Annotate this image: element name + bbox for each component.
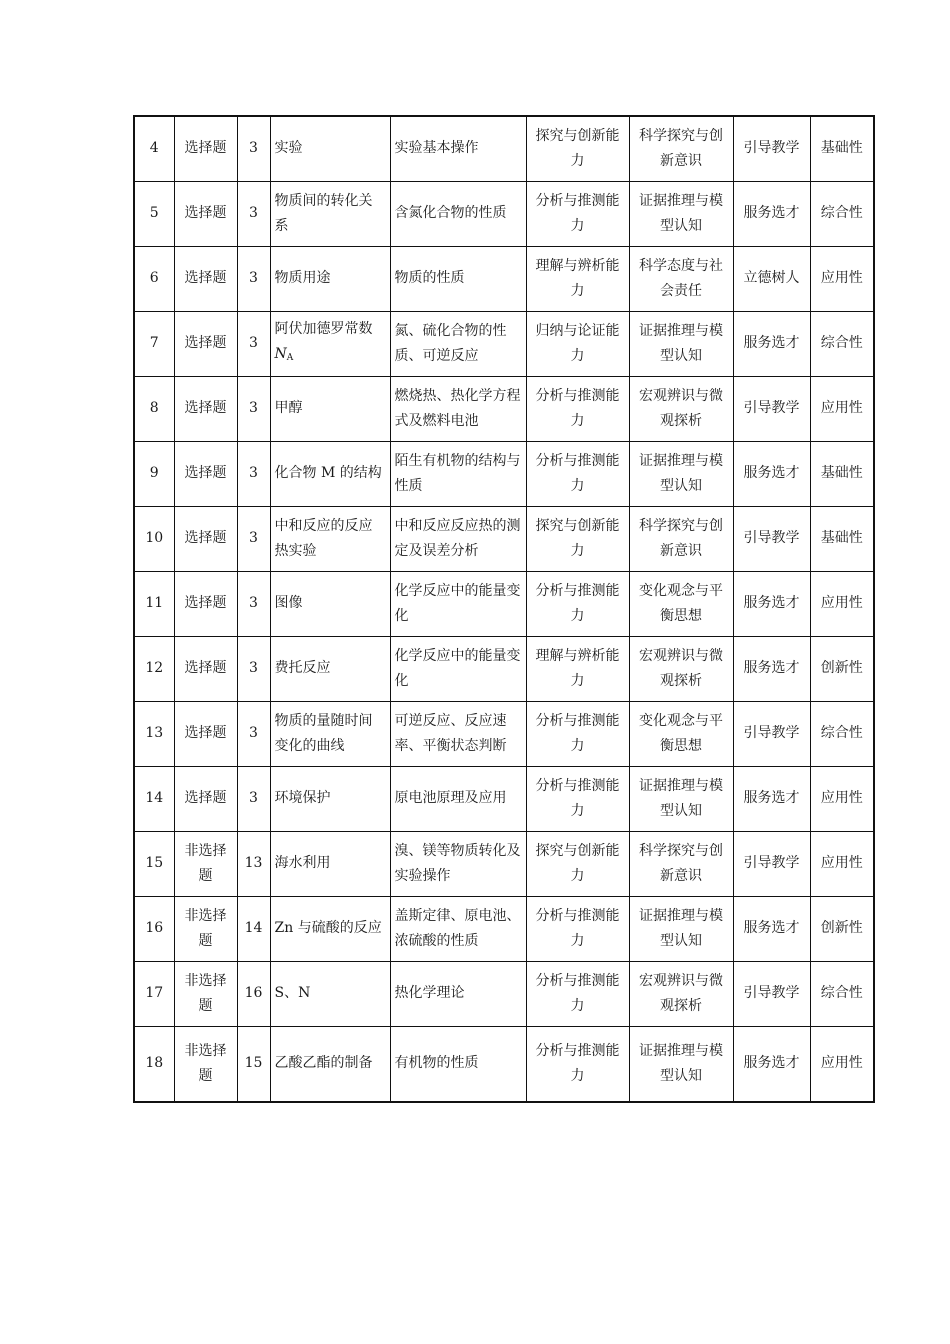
core-literacy-text: 变化观念与平衡思想 <box>639 712 723 754</box>
knowledge-point-text: 实验基本操作 <box>394 140 479 157</box>
ability-text: 理解与辨析能力 <box>535 647 620 689</box>
nature-text: 应用性 <box>820 790 863 806</box>
question-type-text: 选择题 <box>184 790 227 806</box>
ability-text: 理解与辨析能力 <box>535 257 620 299</box>
question-number-text: 6 <box>149 270 159 286</box>
ability-cell <box>526 116 629 181</box>
score-cell <box>237 311 270 376</box>
question-number-text: 12 <box>145 660 164 676</box>
topic-cell <box>270 246 390 311</box>
nature-cell <box>810 311 874 376</box>
knowledge-point-cell <box>390 831 526 896</box>
ability-cell <box>526 636 629 701</box>
question-number-cell <box>134 766 174 831</box>
nature-cell <box>810 766 874 831</box>
nature-text: 应用性 <box>820 1055 863 1072</box>
function-text: 引导教学 <box>743 400 800 416</box>
table-row <box>134 1026 874 1102</box>
question-number-text: 4 <box>149 140 159 157</box>
knowledge-point-cell <box>390 181 526 246</box>
nature-text: 创新性 <box>820 920 863 936</box>
topic-text: 图像 <box>274 595 303 611</box>
question-type-text: 选择题 <box>184 725 227 741</box>
question-number-cell <box>134 181 174 246</box>
core-literacy-text: 科学探究与创新意识 <box>639 517 723 559</box>
topic-text: 物质的量随时间变化的曲线 <box>274 712 373 754</box>
question-number-cell <box>134 1026 174 1102</box>
topic-cell <box>270 961 390 1026</box>
ability-text: 分析与推测能力 <box>535 1042 620 1084</box>
topic-text: S、N <box>274 985 311 1001</box>
function-cell <box>733 961 810 1026</box>
ability-cell <box>526 896 629 961</box>
knowledge-point-cell <box>390 441 526 506</box>
question-type-cell <box>174 246 237 311</box>
ability-text: 探究与创新能力 <box>535 517 620 559</box>
question-number-text: 18 <box>145 1055 164 1072</box>
question-number-text: 15 <box>145 855 164 871</box>
knowledge-point-text: 化学反应中的能量变化 <box>394 582 521 624</box>
score-text: 3 <box>249 140 258 157</box>
score-cell <box>237 766 270 831</box>
ability-cell <box>526 506 629 571</box>
question-number-cell <box>134 636 174 701</box>
function-text: 服务选才 <box>743 660 800 676</box>
nature-text: 应用性 <box>820 270 863 286</box>
question-type-text: 选择题 <box>184 530 227 546</box>
score-cell <box>237 181 270 246</box>
knowledge-point-text: 有机物的性质 <box>394 1055 479 1072</box>
ability-cell <box>526 1026 629 1102</box>
knowledge-point-text: 中和反应反应热的测定及误差分析 <box>394 517 521 559</box>
knowledge-point-cell <box>390 701 526 766</box>
table-row <box>134 506 874 571</box>
question-number-text: 7 <box>149 335 159 351</box>
function-text: 引导教学 <box>743 530 800 546</box>
score-text: 3 <box>249 400 258 416</box>
question-type-cell <box>174 116 237 181</box>
question-number-cell <box>134 896 174 961</box>
core-literacy-cell <box>629 571 733 636</box>
analysis-table-page <box>133 115 875 1103</box>
core-literacy-text: 科学探究与创新意识 <box>639 127 723 169</box>
score-cell <box>237 571 270 636</box>
score-text: 3 <box>249 270 258 286</box>
nature-text: 应用性 <box>820 400 863 416</box>
core-literacy-text: 宏观辨识与微观探析 <box>639 387 723 429</box>
score-text: 3 <box>249 595 258 611</box>
table-row <box>134 896 874 961</box>
score-cell <box>237 506 270 571</box>
score-text: 3 <box>249 205 258 221</box>
function-text: 服务选才 <box>743 335 800 351</box>
core-literacy-text: 宏观辨识与微观探析 <box>639 972 723 1014</box>
ability-cell <box>526 311 629 376</box>
question-type-text: 选择题 <box>184 270 227 286</box>
question-type-cell <box>174 181 237 246</box>
topic-text: 物质用途 <box>274 270 331 286</box>
nature-cell <box>810 116 874 181</box>
function-cell <box>733 376 810 441</box>
knowledge-point-text: 原电池原理及应用 <box>394 790 507 806</box>
nature-text: 综合性 <box>820 335 863 351</box>
knowledge-point-text: 陌生有机物的结构与性质 <box>394 452 521 494</box>
question-type-cell <box>174 766 237 831</box>
core-literacy-cell <box>629 246 733 311</box>
function-text: 服务选才 <box>743 1055 800 1072</box>
question-number-cell <box>134 701 174 766</box>
question-type-text: 选择题 <box>184 140 227 157</box>
core-literacy-cell <box>629 116 733 181</box>
knowledge-point-text: 燃烧热、热化学方程式及燃料电池 <box>394 387 521 429</box>
score-cell <box>237 961 270 1026</box>
core-literacy-cell <box>629 441 733 506</box>
knowledge-point-text: 含氮化合物的性质 <box>394 205 507 221</box>
topic-text: 环境保护 <box>274 790 331 806</box>
question-type-cell <box>174 376 237 441</box>
topic-text: 化合物 M 的结构 <box>274 465 382 481</box>
nature-text: 应用性 <box>820 595 863 611</box>
core-literacy-text: 证据推理与模型认知 <box>639 452 723 494</box>
knowledge-point-text: 可逆反应、反应速率、平衡状态判断 <box>394 712 507 754</box>
question-number-cell <box>134 311 174 376</box>
function-text: 服务选才 <box>743 595 800 611</box>
topic-text: Zn 与硫酸的反应 <box>274 920 382 936</box>
table-row <box>134 246 874 311</box>
score-text: 3 <box>249 725 258 741</box>
core-literacy-cell <box>629 766 733 831</box>
question-type-cell <box>174 1026 237 1102</box>
function-cell <box>733 181 810 246</box>
question-analysis-table <box>133 115 875 1103</box>
topic-text: 费托反应 <box>274 660 331 676</box>
score-text: 14 <box>244 920 263 936</box>
function-cell <box>733 701 810 766</box>
topic-text: 乙酸乙酯的制备 <box>274 1055 373 1072</box>
knowledge-point-cell <box>390 766 526 831</box>
function-cell <box>733 116 810 181</box>
function-cell <box>733 896 810 961</box>
core-literacy-text: 宏观辨识与微观探析 <box>639 647 723 689</box>
ability-text: 分析与推测能力 <box>535 907 620 949</box>
score-cell <box>237 116 270 181</box>
table-row <box>134 376 874 441</box>
ability-cell <box>526 831 629 896</box>
question-number-text: 10 <box>145 530 164 546</box>
ability-cell <box>526 181 629 246</box>
nature-text: 基础性 <box>820 465 863 481</box>
function-cell <box>733 311 810 376</box>
function-text: 服务选才 <box>743 790 800 806</box>
function-text: 引导教学 <box>743 985 800 1001</box>
knowledge-point-text: 热化学理论 <box>394 985 465 1001</box>
function-cell <box>733 766 810 831</box>
core-literacy-cell <box>629 311 733 376</box>
nature-text: 综合性 <box>820 725 863 741</box>
core-literacy-cell <box>629 636 733 701</box>
score-cell <box>237 831 270 896</box>
score-text: 13 <box>244 855 263 871</box>
topic-text: 阿伏加德罗常数 <box>274 320 373 337</box>
topic-cell <box>270 636 390 701</box>
table-body <box>134 116 874 1102</box>
core-literacy-cell <box>629 961 733 1026</box>
table-row <box>134 181 874 246</box>
knowledge-point-cell <box>390 961 526 1026</box>
question-number-cell <box>134 116 174 181</box>
core-literacy-cell <box>629 701 733 766</box>
ability-cell <box>526 376 629 441</box>
question-number-cell <box>134 961 174 1026</box>
question-type-text: 选择题 <box>184 660 227 676</box>
ability-text: 探究与创新能力 <box>535 842 620 884</box>
topic-cell <box>270 506 390 571</box>
core-literacy-text: 证据推理与模型认知 <box>639 777 723 819</box>
table-row <box>134 311 874 376</box>
nature-text: 创新性 <box>820 660 863 676</box>
score-cell <box>237 636 270 701</box>
question-number-text: 14 <box>145 790 164 806</box>
question-type-cell <box>174 506 237 571</box>
table-row <box>134 766 874 831</box>
core-literacy-text: 证据推理与模型认知 <box>639 907 723 949</box>
nature-text: 基础性 <box>820 530 863 546</box>
topic-cell <box>270 701 390 766</box>
knowledge-point-cell <box>390 311 526 376</box>
knowledge-point-cell <box>390 246 526 311</box>
nature-text: 综合性 <box>820 205 863 221</box>
topic-text: 中和反应的反应热实验 <box>274 517 373 559</box>
constant-subscript: A <box>286 352 294 363</box>
question-type-text: 非选择题 <box>184 907 227 949</box>
ability-text: 分析与推测能力 <box>535 192 620 234</box>
question-type-cell <box>174 701 237 766</box>
nature-text: 应用性 <box>820 855 863 871</box>
core-literacy-cell <box>629 181 733 246</box>
core-literacy-text: 证据推理与模型认知 <box>639 192 723 234</box>
ability-cell <box>526 961 629 1026</box>
question-type-text: 非选择题 <box>184 1042 227 1084</box>
question-type-text: 选择题 <box>184 205 227 221</box>
question-type-cell <box>174 441 237 506</box>
knowledge-point-text: 化学反应中的能量变化 <box>394 647 521 689</box>
function-cell <box>733 571 810 636</box>
score-text: 3 <box>249 335 258 351</box>
question-type-text: 非选择题 <box>184 972 227 1014</box>
score-text: 16 <box>244 985 263 1001</box>
question-number-text: 16 <box>145 920 164 936</box>
function-text: 服务选才 <box>743 205 800 221</box>
function-cell <box>733 506 810 571</box>
score-cell <box>237 896 270 961</box>
nature-cell <box>810 441 874 506</box>
table-row <box>134 636 874 701</box>
core-literacy-text: 科学探究与创新意识 <box>639 842 723 884</box>
question-type-text: 选择题 <box>184 335 227 351</box>
topic-cell <box>270 1026 390 1102</box>
question-number-cell <box>134 571 174 636</box>
nature-cell <box>810 376 874 441</box>
knowledge-point-cell <box>390 636 526 701</box>
function-text: 引导教学 <box>743 140 800 157</box>
question-type-text: 选择题 <box>184 400 227 416</box>
nature-cell <box>810 636 874 701</box>
ability-cell <box>526 701 629 766</box>
question-type-cell <box>174 311 237 376</box>
function-text: 立德树人 <box>743 270 800 286</box>
table-row <box>134 831 874 896</box>
ability-text: 分析与推测能力 <box>535 387 620 429</box>
knowledge-point-cell <box>390 896 526 961</box>
knowledge-point-cell <box>390 116 526 181</box>
function-text: 服务选才 <box>743 465 800 481</box>
question-number-text: 8 <box>149 400 159 416</box>
nature-cell <box>810 181 874 246</box>
topic-cell <box>270 766 390 831</box>
question-number-cell <box>134 246 174 311</box>
nature-cell <box>810 506 874 571</box>
question-number-cell <box>134 831 174 896</box>
topic-cell <box>270 311 390 376</box>
knowledge-point-cell <box>390 506 526 571</box>
question-number-text: 13 <box>145 725 164 741</box>
topic-cell <box>270 571 390 636</box>
topic-text: 甲醇 <box>274 400 303 416</box>
question-number-cell <box>134 441 174 506</box>
question-number-cell <box>134 506 174 571</box>
knowledge-point-text: 盖斯定律、原电池、浓硫酸的性质 <box>394 907 521 949</box>
question-type-cell <box>174 571 237 636</box>
ability-cell <box>526 571 629 636</box>
topic-cell <box>270 116 390 181</box>
topic-text: 实验 <box>274 140 303 157</box>
question-number-text: 9 <box>149 465 159 481</box>
question-number-cell <box>134 376 174 441</box>
score-cell <box>237 701 270 766</box>
ability-cell <box>526 441 629 506</box>
score-cell <box>237 441 270 506</box>
score-text: 3 <box>249 530 258 546</box>
nature-cell <box>810 896 874 961</box>
function-text: 引导教学 <box>743 855 800 871</box>
nature-cell <box>810 831 874 896</box>
nature-cell <box>810 1026 874 1102</box>
topic-cell <box>270 896 390 961</box>
question-type-text: 选择题 <box>184 595 227 611</box>
nature-cell <box>810 571 874 636</box>
score-cell <box>237 246 270 311</box>
function-cell <box>733 831 810 896</box>
table-row <box>134 116 874 181</box>
topic-cell <box>270 181 390 246</box>
topic-cell <box>270 441 390 506</box>
knowledge-point-cell <box>390 1026 526 1102</box>
table-row <box>134 571 874 636</box>
ability-text: 分析与推测能力 <box>535 452 620 494</box>
core-literacy-cell <box>629 831 733 896</box>
table-row <box>134 441 874 506</box>
core-literacy-text: 科学态度与社会责任 <box>639 257 723 299</box>
question-type-cell <box>174 896 237 961</box>
topic-cell <box>270 376 390 441</box>
score-text: 3 <box>249 790 258 806</box>
function-cell <box>733 246 810 311</box>
topic-cell <box>270 831 390 896</box>
question-type-text: 选择题 <box>184 465 227 481</box>
core-literacy-cell <box>629 896 733 961</box>
core-literacy-text: 变化观念与平衡思想 <box>639 582 723 624</box>
knowledge-point-cell <box>390 376 526 441</box>
question-type-cell <box>174 831 237 896</box>
function-cell <box>733 636 810 701</box>
core-literacy-text: 证据推理与模型认知 <box>639 322 723 364</box>
core-literacy-cell <box>629 1026 733 1102</box>
knowledge-point-text: 溴、镁等物质转化及实验操作 <box>394 842 521 884</box>
ability-text: 分析与推测能力 <box>535 582 620 624</box>
ability-text: 归纳与论证能力 <box>535 322 620 364</box>
table-row <box>134 701 874 766</box>
nature-text: 基础性 <box>820 140 863 157</box>
knowledge-point-cell <box>390 571 526 636</box>
core-literacy-text: 证据推理与模型认知 <box>639 1042 723 1084</box>
nature-cell <box>810 701 874 766</box>
topic-text: 物质间的转化关系 <box>274 192 373 234</box>
ability-cell <box>526 246 629 311</box>
function-text: 服务选才 <box>743 920 800 936</box>
core-literacy-cell <box>629 506 733 571</box>
core-literacy-cell <box>629 376 733 441</box>
score-text: 3 <box>249 465 258 481</box>
nature-cell <box>810 246 874 311</box>
question-number-text: 5 <box>149 205 159 221</box>
score-text: 3 <box>249 660 258 676</box>
ability-text: 探究与创新能力 <box>535 127 620 169</box>
function-text: 引导教学 <box>743 725 800 741</box>
ability-cell <box>526 766 629 831</box>
question-type-cell <box>174 636 237 701</box>
score-cell <box>237 376 270 441</box>
table-row <box>134 961 874 1026</box>
score-text: 15 <box>244 1055 263 1072</box>
ability-text: 分析与推测能力 <box>535 972 620 1014</box>
question-number-text: 11 <box>145 595 164 611</box>
function-cell <box>733 1026 810 1102</box>
knowledge-point-text: 物质的性质 <box>394 270 465 286</box>
nature-text: 综合性 <box>820 985 863 1001</box>
ability-text: 分析与推测能力 <box>535 712 620 754</box>
constant-symbol: N <box>274 345 287 362</box>
question-type-cell <box>174 961 237 1026</box>
question-type-text: 非选择题 <box>184 842 227 884</box>
topic-text: 海水利用 <box>274 855 331 871</box>
ability-text: 分析与推测能力 <box>535 777 620 819</box>
function-cell <box>733 441 810 506</box>
score-cell <box>237 1026 270 1102</box>
question-number-text: 17 <box>145 985 164 1001</box>
nature-cell <box>810 961 874 1026</box>
knowledge-point-text: 氮、硫化合物的性质、可逆反应 <box>394 322 507 364</box>
